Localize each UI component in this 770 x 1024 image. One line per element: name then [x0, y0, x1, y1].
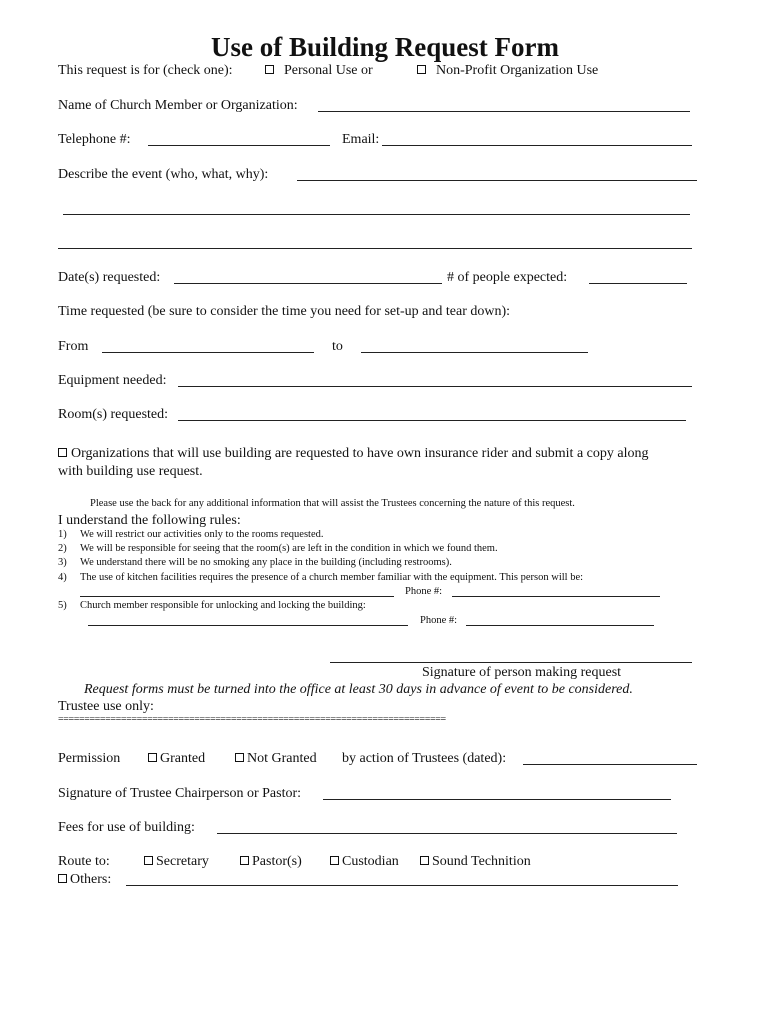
rooms-field[interactable] — [178, 420, 686, 421]
from-field[interactable] — [102, 352, 314, 353]
trustee-sig-field[interactable] — [323, 799, 671, 800]
rule-item — [0, 571, 770, 585]
route-custodian-checkbox[interactable] — [330, 856, 339, 865]
route-pastor-label: Pastor(s) — [252, 854, 302, 869]
rooms-label: Room(s) requested: — [58, 407, 169, 422]
kitchen-phone-label: Phone #: — [405, 586, 443, 597]
back-note: Please use the back for any additional information that will assist the Trustees concerning the nature of this request. — [90, 498, 575, 509]
route-pastor-checkbox[interactable] — [240, 856, 249, 865]
personal-use-option[interactable] — [265, 62, 373, 80]
route-sound-checkbox[interactable] — [420, 856, 429, 865]
not-granted-label: Not Granted — [247, 751, 317, 766]
email-label: Email: — [342, 132, 380, 147]
personal-use-label: Personal Use or — [284, 63, 373, 78]
describe-field-2[interactable] — [63, 214, 690, 215]
insurance-option[interactable] — [58, 445, 648, 463]
dates-field[interactable] — [174, 283, 442, 284]
route-custodian-label: Custodian — [342, 854, 399, 869]
kitchen-person-field[interactable] — [80, 596, 394, 597]
route-secretary-label: Secretary — [156, 854, 209, 869]
action-label: by action of Trustees (dated): — [342, 751, 507, 766]
equipment-label: Equipment needed: — [58, 373, 167, 388]
route-label: Route to: — [58, 854, 110, 869]
granted-option[interactable] — [148, 750, 205, 768]
route-sound-label: Sound Technition — [432, 854, 531, 869]
trustee-sig-label: Signature of Trustee Chairperson or Pastor: — [58, 786, 302, 801]
granted-checkbox[interactable] — [148, 753, 157, 762]
page-title: Use of Building Request Form — [210, 32, 559, 62]
rule-text: We will restrict our activities only to the rooms requested. — [80, 529, 324, 540]
telephone-label: Telephone #: — [58, 132, 131, 147]
others-label: Others: — [70, 872, 112, 887]
lock-person-field[interactable] — [88, 625, 408, 626]
people-label: # of people expected: — [447, 270, 568, 285]
route-sound-option[interactable] — [420, 853, 531, 871]
fees-label: Fees for use of building: — [58, 820, 195, 835]
route-custodian-option[interactable] — [330, 853, 399, 871]
from-label: From — [58, 339, 89, 354]
rule-item — [0, 556, 770, 570]
to-field[interactable] — [361, 352, 588, 353]
personal-use-checkbox[interactable] — [265, 65, 274, 74]
not-granted-checkbox[interactable] — [235, 753, 244, 762]
rule-text: We will be responsible for seeing that the room(s) are left in the condition in which we found them. — [80, 543, 498, 554]
lock-phone-field[interactable] — [466, 625, 654, 626]
rule-text: The use of kitchen facilities requires the presence of a church member familiar with the equipment. This person will be: — [80, 572, 584, 583]
dates-label: Date(s) requested: — [58, 270, 161, 285]
rule-text: We understand there will be no smoking any place in the building (including restrooms). — [80, 557, 452, 568]
rule-number: 4) — [58, 572, 67, 583]
rule-number: 5) — [58, 600, 67, 611]
to-label: to — [332, 339, 343, 354]
time-label: Time requested (be sure to consider the time you need for set-up and tear down): — [58, 304, 511, 319]
fees-field[interactable] — [217, 833, 677, 834]
understand-label: I understand the following rules: — [58, 513, 241, 528]
rule-item — [0, 528, 770, 542]
email-field[interactable] — [382, 145, 692, 146]
separator: ========================================================================== — [58, 715, 446, 725]
rule-item — [0, 542, 770, 556]
request-for-label: This request is for (check one): — [58, 63, 233, 78]
route-others-option[interactable] — [58, 871, 111, 889]
route-secretary-checkbox[interactable] — [144, 856, 153, 865]
rule-item — [0, 599, 770, 613]
permission-label: Permission — [58, 751, 121, 766]
signature-field[interactable] — [330, 662, 692, 663]
signature-label: Signature of person making request — [422, 665, 622, 680]
insurance-text-line1: Organizations that will use building are requested to have own insurance rider and submit a copy along — [71, 446, 649, 461]
lock-phone-label: Phone #: — [420, 615, 458, 626]
trustee-label: Trustee use only: — [58, 699, 154, 714]
rule-number: 2) — [58, 543, 67, 554]
route-pastor-option[interactable] — [240, 853, 302, 871]
insurance-text-line2: with building use request. — [58, 464, 203, 479]
equipment-field[interactable] — [178, 386, 692, 387]
route-others-checkbox[interactable] — [58, 874, 67, 883]
name-field[interactable] — [318, 111, 690, 112]
people-field[interactable] — [589, 283, 687, 284]
route-secretary-option[interactable] — [144, 853, 209, 871]
nonprofit-checkbox[interactable] — [417, 65, 426, 74]
kitchen-phone-field[interactable] — [452, 596, 660, 597]
name-label: Name of Church Member or Organization: — [58, 98, 298, 113]
rule-number: 1) — [58, 529, 67, 540]
not-granted-option[interactable] — [235, 750, 317, 768]
rule-text: Church member responsible for unlocking and locking the building: — [80, 600, 366, 611]
granted-label: Granted — [160, 751, 206, 766]
action-date-field[interactable] — [523, 764, 697, 765]
rule-number: 3) — [58, 557, 67, 568]
others-field[interactable] — [126, 885, 678, 886]
describe-field-1[interactable] — [297, 180, 697, 181]
telephone-field[interactable] — [148, 145, 330, 146]
advance-notice: Request forms must be turned into the office at least 30 days in advance of event to be considered. — [84, 682, 633, 697]
nonprofit-label: Non-Profit Organization Use — [436, 63, 599, 78]
describe-label: Describe the event (who, what, why): — [58, 167, 269, 182]
nonprofit-option[interactable] — [417, 62, 598, 80]
insurance-checkbox[interactable] — [58, 448, 67, 457]
describe-field-3[interactable] — [58, 248, 692, 249]
